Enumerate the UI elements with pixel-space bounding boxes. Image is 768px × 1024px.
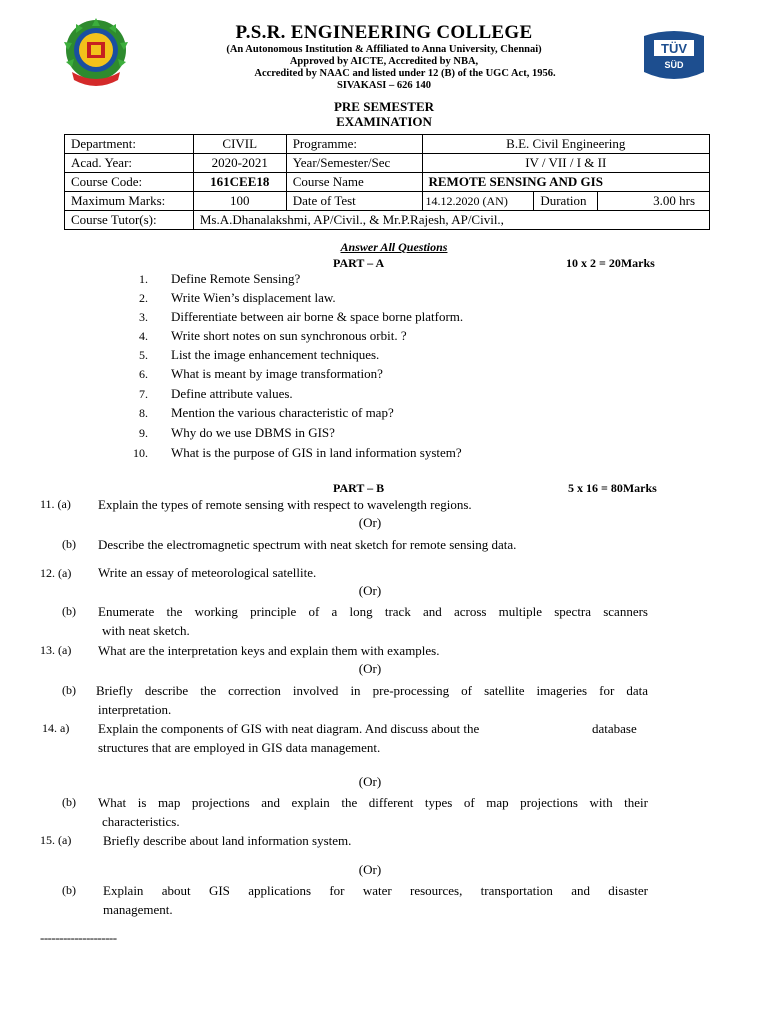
q12a-text: Write an essay of meteorological satellite. (98, 565, 317, 580)
course-code-label: Course Code: (65, 173, 194, 192)
q14b-text-line1: What is map projections and explain the different types of map projections with their (98, 795, 648, 810)
header-accreditation: Accredited by NAAC and listed under 12 (B) of the UGC Act, 1956. (254, 68, 556, 79)
q14a-text-line1-end: database (592, 721, 637, 736)
part-a-question-number: 5. (139, 348, 148, 362)
part-a-question-text: Define Remote Sensing? (171, 271, 301, 286)
max-marks-label: Maximum Marks: (65, 192, 194, 211)
part-a-question-text: Why do we use DBMS in GIS? (171, 425, 335, 440)
part-b-title: PART – B (333, 481, 385, 495)
q15-or: (Or) (358, 862, 382, 877)
q15b-text-line2: management. (103, 902, 173, 917)
college-name: P.S.R. ENGINEERING COLLEGE (235, 22, 533, 43)
header-affiliation: (An Autonomous Institution & Affiliated to Anna University, Chennai) (226, 44, 542, 55)
table-row (65, 211, 710, 230)
part-a-question-number: 4. (139, 329, 148, 343)
department-value: CIVIL (193, 135, 286, 154)
part-a-question-number: 1. (139, 272, 148, 286)
footer-rule: -------------------- (40, 930, 117, 945)
programme-label: Programme: (286, 135, 422, 154)
table-row (65, 154, 710, 173)
exam-title-line1: PRE SEMESTER (333, 99, 435, 114)
q11b-number: (b) (62, 537, 76, 551)
table-row (65, 173, 710, 192)
part-a-title: PART – A (333, 256, 385, 270)
acad-year-label: Acad. Year: (65, 154, 194, 173)
acad-year-value: 2020-2021 (193, 154, 286, 173)
q14a-text-line2: structures that are employed in GIS data management. (98, 740, 381, 755)
part-a-question-text: What is meant by image transformation? (171, 366, 383, 381)
q13-or: (Or) (358, 661, 382, 676)
course-code-value: 161CEE18 (193, 173, 286, 192)
part-a-question-text: Define attribute values. (171, 386, 293, 401)
q13a-number: 13. (a) (40, 643, 72, 657)
year-sem-value: IV / VII / I & II (422, 154, 710, 173)
part-a-question-number: 3. (139, 310, 148, 324)
date-value: 14.12.2020 (AN) (422, 192, 534, 211)
q14a-text-line1: Explain the components of GIS with neat diagram. And discuss about the (98, 721, 480, 736)
course-name-value: REMOTE SENSING AND GIS (422, 173, 710, 192)
q14a-number: 14. a) (42, 721, 70, 735)
part-a-question-text: What is the purpose of GIS in land information system? (171, 445, 462, 460)
header-approval: Approved by AICTE, Accredited by NBA, (289, 56, 479, 67)
part-a-question-number: 7. (139, 387, 148, 401)
sud-logo-text: SÜD (664, 60, 684, 70)
programme-value: B.E. Civil Engineering (422, 135, 710, 154)
max-marks-value: 100 (193, 192, 286, 211)
part-a-question-number: 9. (139, 426, 148, 440)
q12b-text-line1: Enumerate the working principle of a long track and across multiple spectra scanners (98, 604, 648, 619)
tuv-logo-text: TÜV (661, 41, 687, 56)
part-a-question-text: List the image enhancement techniques. (171, 347, 380, 362)
q12b-number: (b) (62, 604, 76, 618)
q15b-number: (b) (62, 883, 76, 897)
year-sem-label: Year/Semester/Sec (286, 154, 422, 173)
date-label: Date of Test (286, 192, 422, 211)
part-a-question-number: 8. (139, 406, 148, 420)
department-label: Department: (65, 135, 194, 154)
q15b-text-line1: Explain about GIS applications for water resources, transportation and disaster (103, 883, 648, 898)
course-name-label: Course Name (286, 173, 422, 192)
part-a-question-text: Write Wien’s displacement law. (171, 290, 336, 305)
course-info-table (64, 134, 710, 230)
q15a-text: Briefly describe about land information system. (103, 833, 352, 848)
duration-label: Duration (534, 192, 598, 211)
duration-value: 3.00 hrs (598, 192, 710, 211)
q14b-number: (b) (62, 795, 76, 809)
q13b-text-line2: interpretation. (98, 702, 172, 717)
q13a-text: What are the interpretation keys and explain them with examples. (98, 643, 440, 658)
q11a-text: Explain the types of remote sensing with respect to wavelength regions. (98, 497, 472, 512)
part-a-marks: 10 x 2 = 20Marks (566, 256, 655, 270)
part-a-question-text: Mention the various characteristic of map? (171, 405, 394, 420)
table-row (65, 135, 710, 154)
tutor-label: Course Tutor(s): (65, 211, 194, 230)
q13b-text-line1: Briefly describe the correction involved in pre-processing of satellite imageries for data (96, 683, 648, 698)
part-a-question-number: 10. (133, 446, 148, 460)
q14b-text-line2: characteristics. (102, 814, 180, 829)
table-row (65, 192, 710, 211)
part-a-question-number: 2. (139, 291, 148, 305)
q12a-number: 12. (a) (40, 566, 72, 580)
q11b-text: Describe the electromagnetic spectrum with neat sketch for remote sensing data. (98, 537, 517, 552)
q13b-number: (b) (62, 683, 76, 697)
instruction-text: Answer All Questions (340, 240, 448, 254)
part-a-question-text: Differentiate between air borne & space borne platform. (171, 309, 464, 324)
q14-or: (Or) (358, 774, 382, 789)
q11-or: (Or) (358, 515, 382, 530)
part-a-question-text: Write short notes on sun synchronous orbit. ? (171, 328, 407, 343)
q11a-number: 11. (a) (40, 497, 71, 511)
q12-or: (Or) (358, 583, 382, 598)
exam-title-line2: EXAMINATION (336, 114, 432, 129)
q12b-text-line2: with neat sketch. (102, 623, 190, 638)
exam-title (0, 99, 768, 129)
header-location: SIVAKASI – 626 140 (336, 80, 432, 91)
part-b-marks: 5 x 16 = 80Marks (568, 481, 657, 495)
q15a-number: 15. (a) (40, 833, 72, 847)
tutor-value: Ms.A.Dhanalakshmi, AP/Civil., & Mr.P.Rajesh, AP/Civil., (193, 211, 709, 230)
part-a-question-number: 6. (139, 367, 148, 381)
